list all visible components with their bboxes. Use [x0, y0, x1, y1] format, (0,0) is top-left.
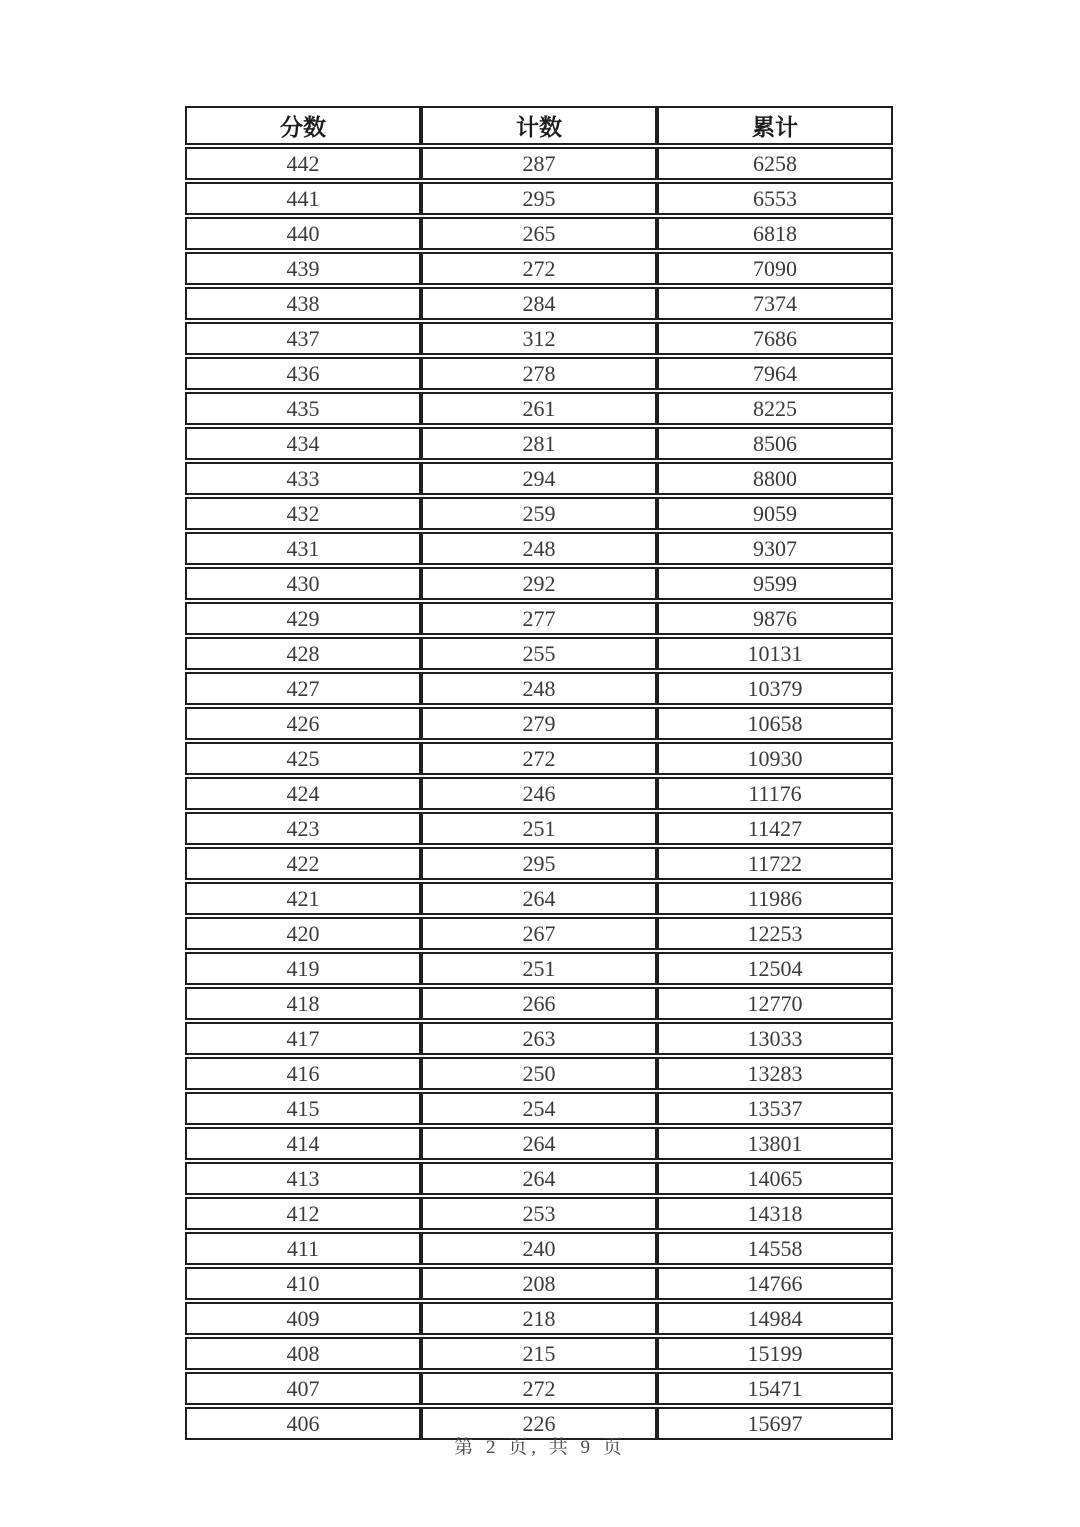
count-cell: 250 — [421, 1057, 657, 1090]
cumulative-cell: 6258 — [657, 147, 893, 180]
score-cell: 435 — [185, 392, 421, 425]
table-row — [185, 1197, 893, 1230]
score-cell: 432 — [185, 497, 421, 530]
score-cell: 442 — [185, 147, 421, 180]
score-cell: 409 — [185, 1302, 421, 1335]
score-cell: 436 — [185, 357, 421, 390]
count-cell: 294 — [421, 462, 657, 495]
col-header-count: 计数 — [421, 106, 657, 145]
score-cell: 417 — [185, 1022, 421, 1055]
table-row — [185, 917, 893, 950]
cumulative-cell: 8800 — [657, 462, 893, 495]
count-cell: 253 — [421, 1197, 657, 1230]
score-cell: 441 — [185, 182, 421, 215]
table-row — [185, 427, 893, 460]
cumulative-cell: 15199 — [657, 1337, 893, 1370]
count-cell: 255 — [421, 637, 657, 670]
count-cell: 248 — [421, 672, 657, 705]
score-cell: 408 — [185, 1337, 421, 1370]
score-cell: 429 — [185, 602, 421, 635]
table-row — [185, 987, 893, 1020]
table-row — [185, 1302, 893, 1335]
count-cell: 263 — [421, 1022, 657, 1055]
count-cell: 254 — [421, 1092, 657, 1125]
table-row — [185, 707, 893, 740]
score-cell: 422 — [185, 847, 421, 880]
count-cell: 264 — [421, 882, 657, 915]
count-cell: 267 — [421, 917, 657, 950]
count-cell: 266 — [421, 987, 657, 1020]
cumulative-cell: 6818 — [657, 217, 893, 250]
cumulative-cell: 15471 — [657, 1372, 893, 1405]
table-row — [185, 882, 893, 915]
cumulative-cell: 11427 — [657, 812, 893, 845]
score-cell: 406 — [185, 1407, 421, 1440]
count-cell: 272 — [421, 742, 657, 775]
count-cell: 295 — [421, 847, 657, 880]
count-cell: 277 — [421, 602, 657, 635]
table-row — [185, 1162, 893, 1195]
cumulative-cell: 10379 — [657, 672, 893, 705]
count-cell: 246 — [421, 777, 657, 810]
count-cell: 208 — [421, 1267, 657, 1300]
page-footer: 第 2 页, 共 9 页 — [454, 1437, 626, 1458]
count-cell: 284 — [421, 287, 657, 320]
cumulative-cell: 14984 — [657, 1302, 893, 1335]
count-cell: 251 — [421, 952, 657, 985]
count-cell: 215 — [421, 1337, 657, 1370]
cumulative-cell: 9876 — [657, 602, 893, 635]
score-cell: 426 — [185, 707, 421, 740]
score-cell: 428 — [185, 637, 421, 670]
table-row — [185, 252, 893, 285]
cumulative-cell: 9307 — [657, 532, 893, 565]
table-row — [185, 392, 893, 425]
table-row — [185, 182, 893, 215]
count-cell: 226 — [421, 1407, 657, 1440]
count-cell: 264 — [421, 1127, 657, 1160]
score-cell: 412 — [185, 1197, 421, 1230]
score-cell: 419 — [185, 952, 421, 985]
table-row — [185, 1267, 893, 1300]
table-row — [185, 1057, 893, 1090]
count-cell: 248 — [421, 532, 657, 565]
cumulative-cell: 11722 — [657, 847, 893, 880]
cumulative-cell: 14766 — [657, 1267, 893, 1300]
cumulative-cell: 13801 — [657, 1127, 893, 1160]
cumulative-cell: 14558 — [657, 1232, 893, 1265]
cumulative-cell: 9059 — [657, 497, 893, 530]
table-row — [185, 952, 893, 985]
cumulative-cell: 12770 — [657, 987, 893, 1020]
score-cell: 414 — [185, 1127, 421, 1160]
table-row — [185, 1372, 893, 1405]
score-cell: 437 — [185, 322, 421, 355]
count-cell: 292 — [421, 567, 657, 600]
cumulative-cell: 13537 — [657, 1092, 893, 1125]
count-cell: 265 — [421, 217, 657, 250]
table-row — [185, 1092, 893, 1125]
score-cell: 430 — [185, 567, 421, 600]
cumulative-cell: 7090 — [657, 252, 893, 285]
count-cell: 251 — [421, 812, 657, 845]
cumulative-cell: 10930 — [657, 742, 893, 775]
cumulative-cell: 7374 — [657, 287, 893, 320]
score-cell: 434 — [185, 427, 421, 460]
cumulative-cell: 7686 — [657, 322, 893, 355]
col-header-score: 分数 — [185, 106, 421, 145]
cumulative-cell: 12504 — [657, 952, 893, 985]
count-cell: 272 — [421, 1372, 657, 1405]
table-row — [185, 672, 893, 705]
score-cell: 438 — [185, 287, 421, 320]
table-row — [185, 147, 893, 180]
score-cell: 427 — [185, 672, 421, 705]
cumulative-cell: 14065 — [657, 1162, 893, 1195]
cumulative-cell: 8506 — [657, 427, 893, 460]
cumulative-cell: 12253 — [657, 917, 893, 950]
count-cell: 261 — [421, 392, 657, 425]
score-cell: 418 — [185, 987, 421, 1020]
table-row — [185, 287, 893, 320]
cumulative-cell: 6553 — [657, 182, 893, 215]
count-cell: 295 — [421, 182, 657, 215]
cumulative-cell: 14318 — [657, 1197, 893, 1230]
score-cell: 440 — [185, 217, 421, 250]
count-cell: 287 — [421, 147, 657, 180]
score-cell: 433 — [185, 462, 421, 495]
count-cell: 272 — [421, 252, 657, 285]
table-row — [185, 1022, 893, 1055]
table-row — [185, 532, 893, 565]
table-row — [185, 1127, 893, 1160]
score-cell: 416 — [185, 1057, 421, 1090]
table-row — [185, 742, 893, 775]
cumulative-cell: 9599 — [657, 567, 893, 600]
cumulative-cell: 11176 — [657, 777, 893, 810]
score-cell: 431 — [185, 532, 421, 565]
score-cell: 423 — [185, 812, 421, 845]
score-cell: 424 — [185, 777, 421, 810]
count-cell: 259 — [421, 497, 657, 530]
table-row — [185, 637, 893, 670]
score-cell: 413 — [185, 1162, 421, 1195]
count-cell: 240 — [421, 1232, 657, 1265]
table-row — [185, 602, 893, 635]
table-row — [185, 357, 893, 390]
cumulative-cell: 10658 — [657, 707, 893, 740]
table-row — [185, 1337, 893, 1370]
table-row — [185, 497, 893, 530]
table-row — [185, 847, 893, 880]
cumulative-cell: 7964 — [657, 357, 893, 390]
score-cell: 411 — [185, 1232, 421, 1265]
table-row — [185, 812, 893, 845]
count-cell: 279 — [421, 707, 657, 740]
count-cell: 312 — [421, 322, 657, 355]
score-distribution-table — [185, 104, 893, 1442]
table-row — [185, 462, 893, 495]
score-cell: 425 — [185, 742, 421, 775]
table-row — [185, 777, 893, 810]
cumulative-cell: 13033 — [657, 1022, 893, 1055]
score-cell: 410 — [185, 1267, 421, 1300]
count-cell: 281 — [421, 427, 657, 460]
score-cell: 407 — [185, 1372, 421, 1405]
score-cell: 415 — [185, 1092, 421, 1125]
table-row — [185, 322, 893, 355]
count-cell: 264 — [421, 1162, 657, 1195]
table-row — [185, 567, 893, 600]
cumulative-cell: 15697 — [657, 1407, 893, 1440]
score-cell: 439 — [185, 252, 421, 285]
cumulative-cell: 8225 — [657, 392, 893, 425]
count-cell: 278 — [421, 357, 657, 390]
table-header — [185, 106, 893, 145]
score-cell: 421 — [185, 882, 421, 915]
cumulative-cell: 10131 — [657, 637, 893, 670]
score-cell: 420 — [185, 917, 421, 950]
cumulative-cell: 11986 — [657, 882, 893, 915]
col-header-cumulative: 累计 — [657, 106, 893, 145]
table-row — [185, 1232, 893, 1265]
table-row — [185, 217, 893, 250]
count-cell: 218 — [421, 1302, 657, 1335]
table-header-row — [185, 106, 893, 145]
cumulative-cell: 13283 — [657, 1057, 893, 1090]
table-body — [185, 147, 893, 1440]
